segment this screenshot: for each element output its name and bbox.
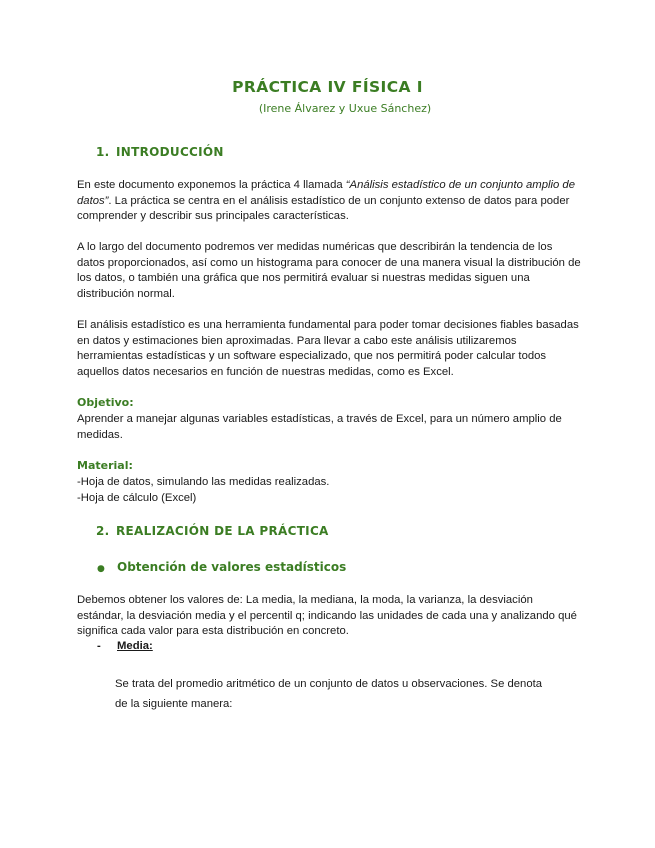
media-line-2: de la siguiente manera: (115, 698, 233, 710)
material-item-2: -Hoja de cálculo (Excel) (77, 491, 197, 504)
bullet-icon: ● (97, 564, 105, 574)
media-heading (97, 640, 153, 652)
material-list (77, 475, 582, 506)
media-paragraph (115, 674, 585, 714)
media-title: Media: (117, 640, 153, 652)
practice-name: “Análisis estadístico de un conjunto amplio de datos” (77, 179, 575, 207)
section-number: 2. (96, 524, 110, 538)
media-line-1: Se trata del promedio aritmético de un conjunto de datos u observaciones. Se denota (115, 678, 543, 690)
intro-paragraph-2 (77, 240, 582, 302)
realizacion-p1-text: Debemos obtener los valores de: La media, la mediana, la moda, la varianza, la desviación estándar, la desviación media y el percentil q; indicando las unidades de cada una y analizando qué significa cada valor para esta distribución en concreto. (77, 594, 577, 638)
intro-p1-start: En este documento exponemos la práctica 4 llamada (77, 179, 346, 191)
objective-text (77, 412, 582, 443)
subsection-title: Obtención de valores estadísticos (117, 560, 347, 574)
material-label: Material: (77, 459, 133, 472)
intro-p3-text: El análisis estadístico es una herramienta fundamental para poder tomar decisiones fiables basadas en datos y estimaciones bien aproximadas. Para llevar a cabo este análisis utilizaremos herramientas estadísticas y un software especializado, que nos permitirá poder calcular todos aquellos datos necesarios en función de nuestras medidas, como es Excel. (77, 319, 579, 378)
section-heading-introduccion (96, 145, 224, 159)
subsection-heading-valores (97, 560, 346, 574)
intro-paragraph-3 (77, 318, 582, 380)
document-authors: (Irene Álvarez y Uxue Sánchez) (258, 102, 432, 115)
realizacion-paragraph-1 (77, 593, 582, 640)
section-number: 1. (96, 145, 110, 159)
intro-p2-text: A lo largo del documento podremos ver medidas numéricas que describirán la tendencia de los datos proporcionados, así como un histograma para conocer de una manera visual la distribución de los datos, o también una gráfica que nos permitirá evaluar si nuestras medidas siguen una distribución normal. (77, 241, 581, 300)
objective-label: Objetivo: (77, 396, 134, 409)
intro-p1-end: . La práctica se centra en el análisis estadístico de un conjunto extenso de datos para poder comprender y describir sus principales características. (77, 194, 570, 223)
dash-marker: - (97, 640, 101, 652)
section-title: REALIZACIÓN DE LA PRÁCTICA (116, 524, 329, 538)
objective-text-content: Aprender a manejar algunas variables estadísticas, a través de Excel, para un número amplio de medidas. (77, 413, 562, 441)
document-title: PRÁCTICA IV FÍSICA I (232, 78, 423, 96)
intro-paragraph-1 (77, 178, 582, 225)
material-item-1: -Hoja de datos, simulando las medidas realizadas. (77, 476, 330, 488)
section-title: INTRODUCCIÓN (116, 145, 224, 159)
section-heading-realizacion (96, 524, 329, 538)
